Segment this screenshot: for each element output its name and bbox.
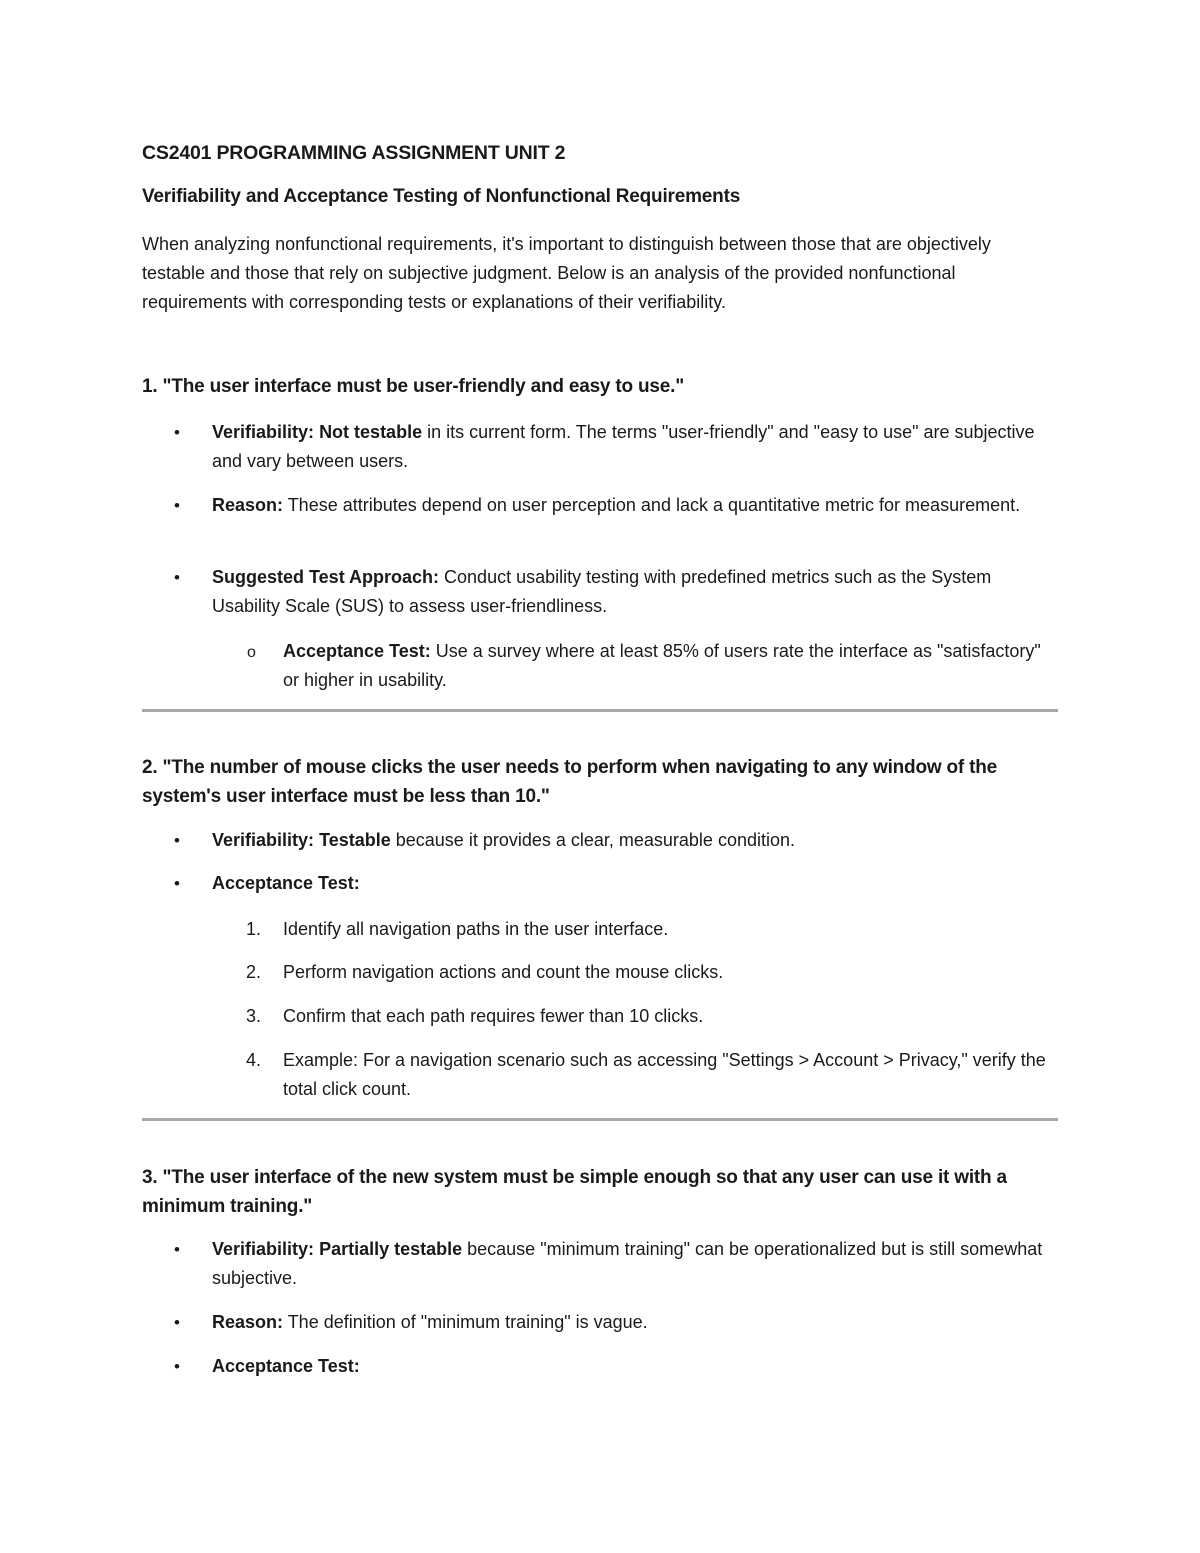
step-text: Example: For a navigation scenario such as accessing "Settings > Account > Privacy," verify the total click count.	[283, 1050, 1046, 1099]
approach-label: Suggested Test Approach:	[212, 567, 440, 587]
req2-step-1	[246, 915, 1058, 944]
bullet-mark: •	[174, 874, 180, 893]
req2-step-2	[246, 958, 1058, 987]
bullet-mark: •	[174, 496, 180, 515]
req2-step-3	[246, 1002, 1058, 1031]
document-subtitle: Verifiability and Acceptance Testing of Nonfunctional Requirements	[142, 186, 741, 207]
req2-heading: 2. "The number of mouse clicks the user needs to perform when navigating to any window of the system's user interface must be less than 10."	[142, 757, 998, 807]
document-title: CS2401 PROGRAMMING ASSIGNMENT UNIT 2	[142, 142, 566, 164]
verifiability-label: Verifiability:	[212, 830, 315, 850]
reason-label: Reason:	[212, 495, 284, 515]
step-number: 3.	[246, 1006, 262, 1026]
verifiability-text: because it provides a clear, measurable condition.	[390, 830, 796, 850]
intro-paragraph: When analyzing nonfunctional requirements, it's important to distinguish between those that are objectively testable and those that rely on subjective judgment. Below is an analysis of the provided nonfunctional requirements with corresponding tests or explanations of their verifiability.	[142, 234, 991, 312]
reason-text: The definition of "minimum training" is vague.	[283, 1312, 648, 1332]
acceptance-label: Acceptance Test:	[283, 641, 431, 661]
approach-text: Conduct usability testing with predefined metrics such as the System Usability Scale (SUS) to assess user-friendliness.	[212, 567, 992, 616]
req1-verifiability-item	[174, 418, 1058, 476]
req1-acceptance-item	[247, 637, 1058, 695]
bullet-mark: •	[174, 1313, 180, 1332]
req2-acceptance-item	[174, 869, 1058, 898]
verifiability-text: in its current form. The terms "user-friendly" and "easy to use" are subjective and vary between users.	[212, 422, 1035, 471]
step-text: Perform navigation actions and count the mouse clicks.	[283, 962, 724, 982]
req3-reason-item	[174, 1308, 1058, 1337]
reason-text: These attributes depend on user perception and lack a quantitative metric for measurement.	[283, 495, 1021, 515]
req3-acceptance-item	[174, 1352, 1058, 1381]
acceptance-text: Use a survey where at least 85% of users rate the interface as "satisfactory" or higher in usability.	[283, 641, 1041, 690]
acceptance-label: Acceptance Test:	[212, 873, 360, 893]
req3-verifiability-item	[174, 1235, 1058, 1293]
bullet-mark: •	[174, 423, 180, 442]
bullet-mark: •	[174, 831, 180, 850]
verifiability-value: Testable	[319, 830, 391, 850]
verifiability-value: Partially testable	[319, 1239, 463, 1259]
step-number: 4.	[246, 1050, 262, 1070]
req1-heading: 1. "The user interface must be user-friendly and easy to use."	[142, 376, 685, 397]
verifiability-label: Verifiability:	[212, 1239, 315, 1259]
verifiability-value: Not testable	[319, 422, 423, 442]
section-divider	[142, 1118, 1058, 1121]
step-text: Confirm that each path requires fewer than 10 clicks.	[283, 1006, 704, 1026]
sub-bullet-mark: o	[247, 644, 256, 661]
step-text: Identify all navigation paths in the user interface.	[283, 919, 669, 939]
step-number: 1.	[246, 919, 262, 939]
verifiability-text: because "minimum training" can be operationalized but is still somewhat subjective.	[212, 1239, 1043, 1288]
reason-label: Reason:	[212, 1312, 284, 1332]
req2-verifiability-item	[174, 826, 1058, 855]
req3-heading: 3. "The user interface of the new system must be simple enough so that any user can use it with a minimum training."	[142, 1167, 1007, 1217]
verifiability-label: Verifiability:	[212, 422, 315, 442]
acceptance-label: Acceptance Test:	[212, 1356, 360, 1376]
bullet-mark: •	[174, 1240, 180, 1259]
section-divider	[142, 709, 1058, 712]
bullet-mark: •	[174, 1357, 180, 1376]
bullet-mark: •	[174, 568, 180, 587]
req1-reason-item	[174, 491, 1058, 520]
step-number: 2.	[246, 962, 262, 982]
req1-approach-item	[174, 563, 1058, 621]
req2-step-4	[246, 1046, 1058, 1104]
